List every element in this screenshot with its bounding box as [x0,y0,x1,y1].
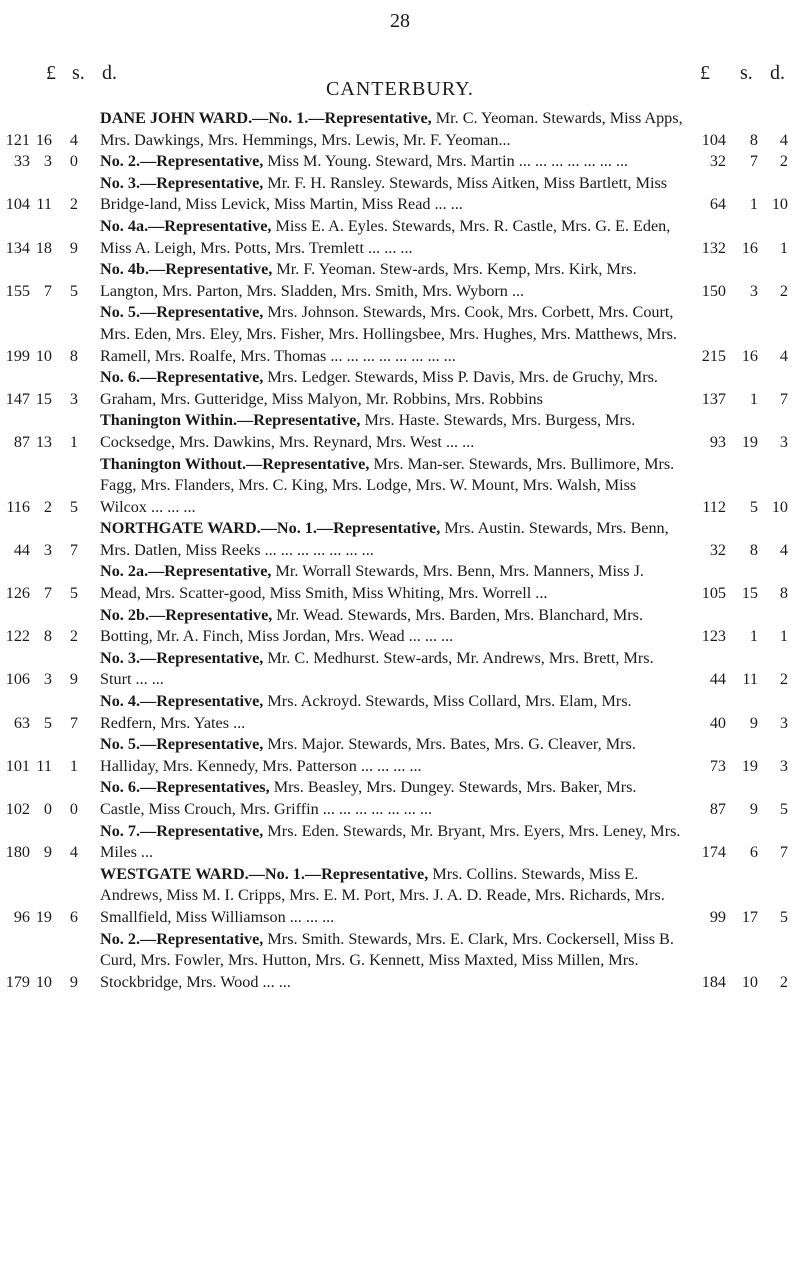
entry-text [100,734,685,777]
right-shillings: 16 [741,238,758,257]
left-pence: 0 [69,152,78,171]
right-shillings: 5 [749,497,758,516]
left-shillings: 7 [43,281,52,300]
entry-heading: No. 4b.—Representative, [100,260,273,279]
left-pence: 0 [69,800,78,818]
entry-heading: NORTHGATE WARD.—No. 1.—Representative, [100,519,441,538]
shillings-header: s. [740,62,753,84]
right-shillings: 8 [749,130,758,149]
entry-heading: No. 4.—Representative, [100,692,264,711]
right-pence: 10 [771,195,788,214]
ward-entry [0,605,800,648]
right-pounds: 184 [701,972,726,991]
entry-stewards: Mrs. Smith. Stewards, Mrs. E. Clark, Mrs. Cockersell, Miss B. Curd, Mrs. Fowler, Mrs. Hutton, Mrs. G. Kennett, Miss Maxted, Miss Millen, Mrs. Stockbridge, Mrs. Wood ... ... [100,929,674,991]
pound-header: £ [700,62,710,84]
ward-entry [0,108,800,151]
right-pence: 1 [779,238,788,257]
entry-heading: Thanington Within.—Representative, [100,411,361,430]
entry-text [100,108,685,151]
left-pence: 1 [69,432,78,451]
right-pence: 2 [779,670,788,689]
right-pounds: 150 [701,281,726,300]
right-pence: 2 [779,972,788,991]
entry-heading: No. 6.—Representatives, [100,778,270,797]
entry-heading: No. 7.—Representative, [100,821,264,840]
ward-entry [0,454,800,519]
pound-header: £ [46,62,56,84]
entry-text [100,777,685,820]
left-pounds: 106 [5,670,30,689]
left-shillings: 13 [35,432,52,451]
right-pounds: 64 [709,195,726,214]
entry-stewards: Mrs. Haste. Stewards, Mrs. Burgess, Mrs. Cocksedge, Mrs. Dawkins, Mrs. Reynard, Mrs. West ... ... [100,411,636,451]
ward-entry [0,367,800,410]
right-pounds: 137 [701,389,726,408]
left-pounds: 199 [5,346,30,365]
entry-text [100,561,685,604]
right-shillings: 9 [749,800,758,818]
entry-stewards: Mr. Worrall Stewards, Mrs. Benn, Mrs. Manners, Miss J. Mead, Mrs. Scatter-good, Miss Smith, Miss Whiting, Mrs. Worrell ... [100,562,644,603]
right-shillings: 19 [741,756,758,775]
left-pence: 2 [69,627,78,646]
right-pence: 4 [779,130,788,149]
ward-entry [0,777,800,820]
ward-entry [0,864,800,929]
left-pounds: 63 [13,713,30,732]
entry-stewards: Mr. C. Yeoman. Stewards, Miss Apps, Mrs. Dawkings, Mrs. Hemmings, Mrs. Lewis, Mr. F. Yeoman... [100,109,683,149]
right-shillings: 8 [749,540,758,559]
entry-stewards: Mrs. Beasley, Mrs. Dungey. Stewards, Mrs. Baker, Mrs. Castle, Miss Crouch, Mrs. Griffin ... ... ... ... ... ... ... [100,778,637,818]
ward-entry [0,173,800,216]
right-pence: 2 [779,281,788,300]
ward-entry [0,648,800,691]
ward-entry [0,821,800,864]
pence-header: d. [102,62,117,84]
entry-heading: WESTGATE WARD.—No. 1.—Representative, [100,864,429,883]
entry-heading: No. 6.—Representative, [100,368,264,387]
left-pence: 4 [69,130,78,149]
section-title: CANTERBURY. [326,78,474,100]
left-pence: 9 [69,972,78,991]
right-pence: 5 [779,907,788,926]
left-pounds: 87 [13,432,30,451]
page-number: 28 [390,10,410,32]
entry-text [100,454,685,519]
right-shillings: 3 [749,281,758,300]
entry-heading: No. 2.—Representative, [100,929,264,948]
entry-text [100,648,685,691]
entry-heading: No. 3.—Representative, [100,648,264,667]
ward-entries-list [0,108,800,993]
left-shillings: 18 [35,238,52,257]
entry-stewards: Miss E. A. Eyles. Stewards, Mrs. R. Castle, Mrs. G. E. Eden, Miss A. Leigh, Mrs. Potts, Mrs. Tremlett ... ... ... [100,216,671,257]
right-pence: 1 [779,627,788,646]
left-shillings: 7 [43,584,52,603]
entry-text [100,216,685,259]
ward-entry [0,561,800,604]
entry-heading: No. 5.—Representative, [100,735,264,754]
right-shillings: 6 [749,843,758,862]
right-pounds: 112 [702,497,726,516]
left-shillings: 15 [35,389,52,408]
right-pounds: 93 [709,432,726,451]
left-pence: 7 [69,713,78,732]
ward-entry [0,302,800,367]
entry-heading: DANE JOHN WARD.—No. 1.—Representative, [100,109,432,127]
entry-text [100,302,685,367]
left-shillings: 3 [43,670,52,689]
right-pence: 4 [779,346,788,365]
shillings-header: s. [72,62,85,84]
entry-text [100,367,685,410]
right-pounds: 132 [701,238,726,257]
ward-entry [0,691,800,734]
left-shillings: 8 [43,627,52,646]
right-pounds: 32 [709,540,726,559]
entry-text [100,518,685,561]
left-pounds: 180 [5,843,30,862]
right-shillings: 7 [749,152,758,171]
entry-stewards: Mrs. Ackroyd. Stewards, Miss Collard, Mrs. Elam, Mrs. Redfern, Mrs. Yates ... [100,692,632,732]
right-pence: 7 [779,389,788,408]
entry-text [100,864,685,929]
right-pence: 2 [779,152,788,171]
ward-entry [0,410,800,453]
entry-stewards: Mr. F. Yeoman. Stew-ards, Mrs. Kemp, Mrs. Kirk, Mrs. Langton, Mrs. Parton, Mrs. Sladden, Mrs. Smith, Mrs. Wyborn ... [100,260,637,300]
right-pence: 7 [779,843,788,862]
left-pounds: 96 [13,907,30,926]
entry-stewards: Mrs. Ledger. Stewards, Miss P. Davis, Mrs. de Gruchy, Mrs. Graham, Mrs. Gutteridge, Miss Malyon, Mr. Robbins, Mrs. Robbins [100,368,658,408]
entry-stewards: Mrs. Major. Stewards, Mrs. Bates, Mrs. G. Cleaver, Mrs. Halliday, Mrs. Kennedy, Mrs. Patterson ... ... ... ... [100,735,636,775]
ward-entry [0,259,800,302]
entry-heading: No. 3.—Representative, [100,173,264,192]
right-pence: 3 [779,756,788,775]
ward-entry [0,518,800,561]
left-pounds: 147 [5,389,30,408]
entry-text [100,929,685,994]
left-shillings: 3 [43,540,52,559]
right-pounds: 99 [709,907,726,926]
left-pence: 5 [69,497,78,516]
right-pounds: 73 [709,756,726,775]
entry-text [100,173,685,216]
right-pence: 8 [779,584,788,603]
right-shillings: 17 [741,907,758,926]
right-pounds: 123 [701,627,726,646]
left-shillings: 10 [35,972,52,991]
right-shillings: 11 [742,670,758,689]
left-shillings: 0 [43,800,52,818]
left-pence: 5 [69,281,78,300]
left-pounds: 121 [5,130,30,149]
left-pounds: 126 [5,584,30,603]
right-pence: 5 [779,800,788,818]
left-shillings: 5 [43,713,52,732]
entry-text [100,259,685,302]
left-pounds: 44 [13,540,30,559]
entry-heading: No. 4a.—Representative, [100,216,272,235]
right-shillings: 9 [749,713,758,732]
right-shillings: 15 [741,584,758,603]
right-shillings: 16 [741,346,758,365]
left-pounds: 101 [5,756,30,775]
left-shillings: 9 [43,843,52,862]
left-pounds: 33 [13,152,30,171]
right-pounds: 174 [701,843,726,862]
entry-stewards: Mrs. Austin. Stewards, Mrs. Benn, Mrs. Datlen, Miss Reeks ... ... ... ... ... ... ... [100,519,669,559]
right-pence: 3 [779,432,788,451]
left-pounds: 116 [6,497,30,516]
right-shillings: 19 [741,432,758,451]
entry-stewards: Mrs. Johnson. Stewards, Mrs. Cook, Mrs. Corbett, Mrs. Court, Mrs. Eden, Mrs. Eley, Mrs. Fisher, Mrs. Hollingsbee, Mrs. Hughes, Mrs. Matthews, Mrs. Ramell, Mrs. Roalfe, Mrs. Thomas ... ... ... ... ... ... ... ... [100,303,677,365]
entry-text [100,151,685,173]
right-pounds: 104 [701,130,726,149]
right-pounds: 32 [709,152,726,171]
ward-entry [0,216,800,259]
right-pence: 4 [779,540,788,559]
left-shillings: 11 [36,756,52,775]
left-pounds: 134 [5,238,30,257]
left-pounds: 122 [5,627,30,646]
entry-stewards: Mr. C. Medhurst. Stew-ards, Mr. Andrews, Mrs. Brett, Mrs. Sturt ... ... [100,648,654,689]
left-shillings: 3 [43,152,52,171]
right-pounds: 44 [709,670,726,689]
ward-entry [0,734,800,777]
right-pence: 3 [779,713,788,732]
entry-heading: No. 2b.—Representative, [100,605,273,624]
left-pence: 2 [69,195,78,214]
entry-text [100,691,685,734]
left-shillings: 16 [35,130,52,149]
right-pounds: 40 [709,713,726,732]
left-pence: 9 [69,238,78,257]
left-pounds: 179 [5,972,30,991]
right-shillings: 1 [749,627,758,646]
left-pence: 9 [69,670,78,689]
entry-text [100,410,685,453]
ward-entry [0,151,800,173]
entry-stewards: Mrs. Collins. Stewards, Miss E. Andrews, Miss M. I. Cripps, Mrs. E. M. Port, Mrs. J. A. D. Reade, Mrs. Richards, Mrs. Smallfield, Miss Williamson ... ... ... [100,864,665,926]
left-shillings: 11 [36,195,52,214]
right-shillings: 1 [749,195,758,214]
ward-entry [0,929,800,994]
right-pounds: 87 [709,800,726,818]
left-pence: 4 [69,843,78,862]
left-shillings: 10 [35,346,52,365]
left-shillings: 19 [35,907,52,926]
right-shillings: 1 [749,389,758,408]
entry-heading: No. 2a.—Representative, [100,562,272,581]
left-pence: 8 [69,346,78,365]
left-pounds: 155 [5,281,30,300]
left-shillings: 2 [43,497,52,516]
right-pounds: 215 [701,346,726,365]
entry-stewards: Miss M. Young. Steward, Mrs. Martin ... ... ... ... ... ... ... [263,152,629,171]
right-pounds: 105 [701,584,726,603]
left-pence: 3 [69,389,78,408]
left-pence: 7 [69,540,78,559]
right-pence: 10 [771,497,788,516]
entry-text [100,821,685,864]
right-shillings: 10 [741,972,758,991]
entry-heading: No. 5.—Representative, [100,303,264,322]
left-pounds: 102 [5,800,30,818]
entry-heading: Thanington Without.—Representative, [100,454,370,473]
entry-text [100,605,685,648]
left-pence: 6 [69,907,78,926]
entry-stewards: Mr. Wead. Stewards, Mrs. Barden, Mrs. Blanchard, Mrs. Botting, Mr. A. Finch, Miss Jordan, Mrs. Wead ... ... ... [100,605,644,646]
entry-stewards: Mrs. Eden. Stewards, Mr. Bryant, Mrs. Eyers, Mrs. Leney, Mrs. Miles ... [100,821,681,862]
left-pence: 1 [69,756,78,775]
entry-stewards: Mr. F. H. Ransley. Stewards, Miss Aitken, Miss Bartlett, Miss Bridge-land, Miss Levick, Miss Martin, Miss Read ... ... [100,173,668,214]
entry-heading: No. 2.—Representative, [100,152,264,171]
left-pounds: 104 [5,195,30,214]
pence-header: d. [770,62,785,84]
left-pence: 5 [69,584,78,603]
entry-stewards: Mrs. Man-ser. Stewards, Mrs. Bullimore, Mrs. Fagg, Mrs. Flanders, Mrs. C. King, Mrs. Lodge, Mrs. W. Mount, Mrs. Walsh, Miss Wilcox ... ... ... [100,454,675,516]
